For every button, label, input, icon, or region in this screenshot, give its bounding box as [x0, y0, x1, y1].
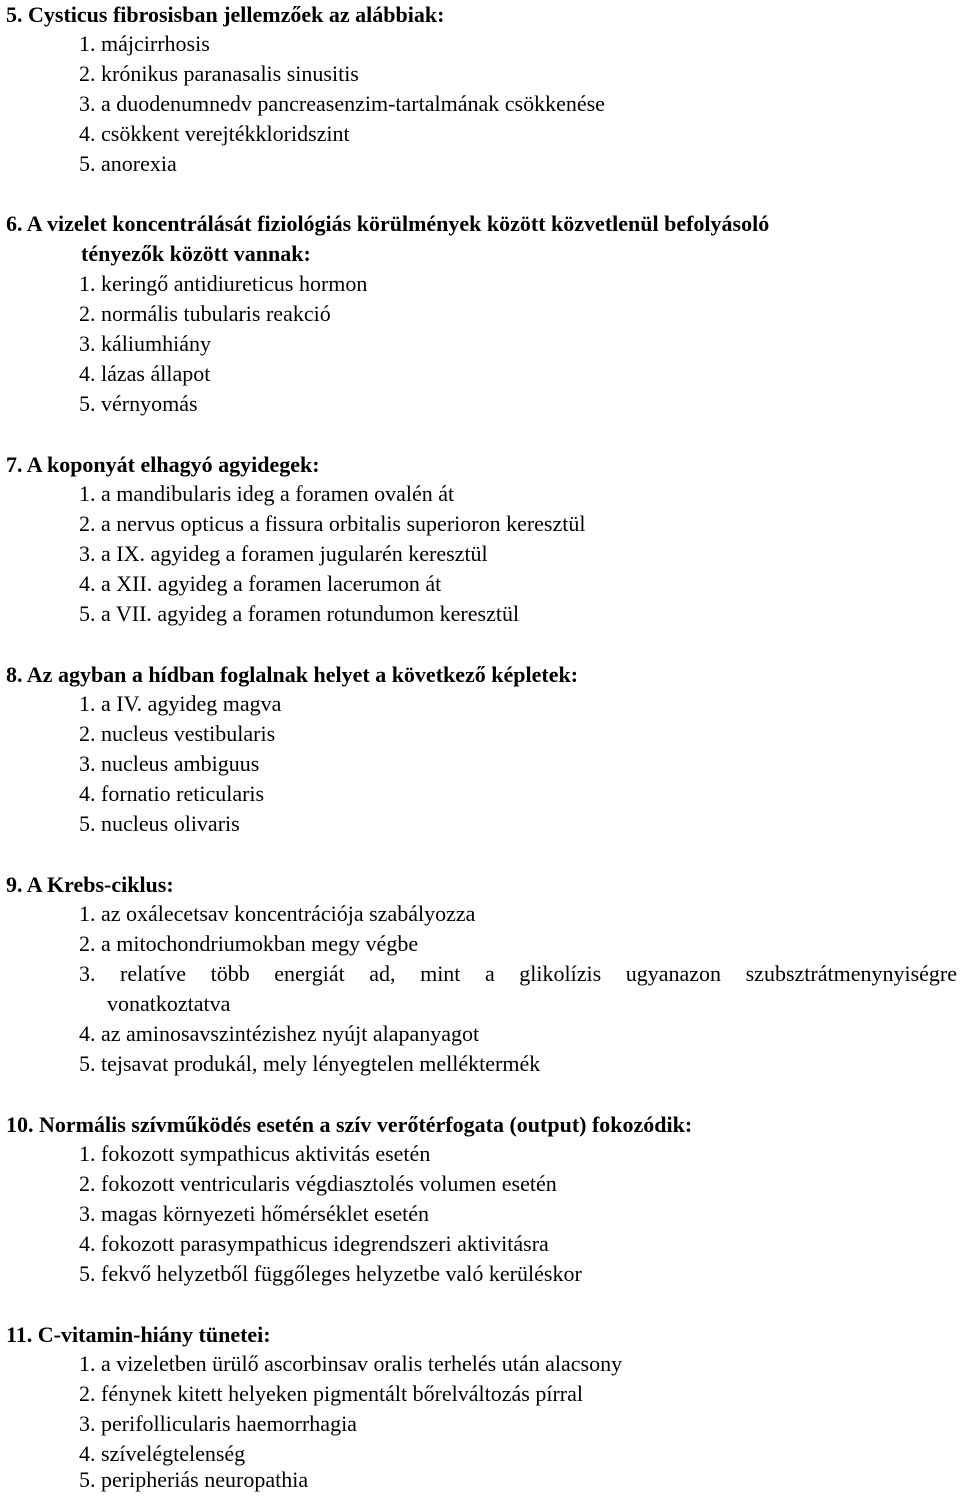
- answer-option: 5. tejsavat produkál, mely lényegtelen melléktermék: [79, 1051, 541, 1076]
- answer-option: 3. a IX. agyideg a foramen jugularén keresztül: [79, 541, 488, 566]
- answer-option: 3. magas környezeti hőmérséklet esetén: [79, 1201, 430, 1226]
- answer-option: 1. a mandibularis ideg a foramen ovalén át: [79, 481, 455, 506]
- answer-option: 5. nucleus olivaris: [79, 811, 240, 836]
- question-title: 7. A koponyát elhagyó agyidegek:: [6, 452, 320, 477]
- answer-option: 1. májcirrhosis: [79, 31, 210, 56]
- answer-option: 1. keringő antidiureticus hormon: [79, 271, 368, 296]
- answer-option: 3. a duodenumnedv pancreasenzim-tartalmának csökkenése: [79, 91, 605, 116]
- answer-option: 2. a mitochondriumokban megy végbe: [79, 931, 419, 956]
- answer-option: 2. fokozott ventricularis végdiasztolés volumen esetén: [79, 1171, 557, 1196]
- answer-option: 2. fénynek kitett helyeken pigmentált bőrelváltozás pírral: [79, 1381, 583, 1406]
- answer-option: 2. nucleus vestibularis: [79, 721, 276, 746]
- answer-option: 3. nucleus ambiguus: [79, 751, 260, 776]
- answer-option: 4. fokozott parasympathicus idegrendszeri aktivitásra: [79, 1231, 549, 1256]
- answer-option: 2. krónikus paranasalis sinusitis: [79, 61, 359, 86]
- answer-option: 1. az oxálecetsav koncentrációja szabályozza: [79, 901, 476, 926]
- answer-option: 3. perifollicularis haemorrhagia: [79, 1411, 357, 1436]
- answer-option: 4. fornatio reticularis: [79, 781, 265, 806]
- answer-option: 5. fekvő helyzetből függőleges helyzetbe való kerüléskor: [79, 1261, 582, 1286]
- answer-option: 3. relatíve több energiát ad, mint a glikolízis ugyanazon szubsztrátmenynyiségre: [79, 961, 957, 986]
- answer-option: 5. peripheriás neuropathia: [79, 1467, 309, 1492]
- answer-option: 2. a nervus opticus a fissura orbitalis superioron keresztül: [79, 511, 586, 536]
- answer-option: 2. normális tubularis reakció: [79, 301, 331, 326]
- question-title-continuation: tényezők között vannak:: [81, 241, 311, 266]
- question-title: 11. C-vitamin-hiány tünetei:: [6, 1322, 271, 1347]
- answer-option: 1. a IV. agyideg magva: [79, 691, 282, 716]
- question-title: 5. Cysticus fibrosisban jellemzőek az alábbiak:: [6, 2, 445, 27]
- answer-option: 4. az aminosavszintézishez nyújt alapanyagot: [79, 1021, 480, 1046]
- question-title: 9. A Krebs-ciklus:: [6, 872, 174, 897]
- answer-option: 5. anorexia: [79, 151, 177, 176]
- answer-option: 4. szívelégtelenség: [79, 1441, 246, 1466]
- answer-option: 5. a VII. agyideg a foramen rotundumon keresztül: [79, 601, 520, 626]
- answer-option: 4. a XII. agyideg a foramen lacerumon át: [79, 571, 442, 596]
- answer-option: 4. lázas állapot: [79, 361, 211, 386]
- answer-option: 1. a vizeletben ürülő ascorbinsav oralis terhelés után alacsony: [79, 1351, 623, 1376]
- answer-option-continuation: vonatkoztatva: [107, 991, 231, 1016]
- answer-option: 5. vérnyomás: [79, 391, 198, 416]
- answer-option: 3. káliumhiány: [79, 331, 211, 356]
- question-title: 10. Normális szívműködés esetén a szív verőtérfogata (output) fokozódik:: [6, 1112, 693, 1137]
- answer-option: 1. fokozott sympathicus aktivitás esetén: [79, 1141, 431, 1166]
- question-title: 6. A vizelet koncentrálását fiziológiás körülmények között közvetlenül befolyásoló: [6, 211, 770, 236]
- question-title: 8. Az agyban a hídban foglalnak helyet a következő képletek:: [6, 662, 579, 687]
- answer-option: 4. csökkent verejtékkloridszint: [79, 121, 350, 146]
